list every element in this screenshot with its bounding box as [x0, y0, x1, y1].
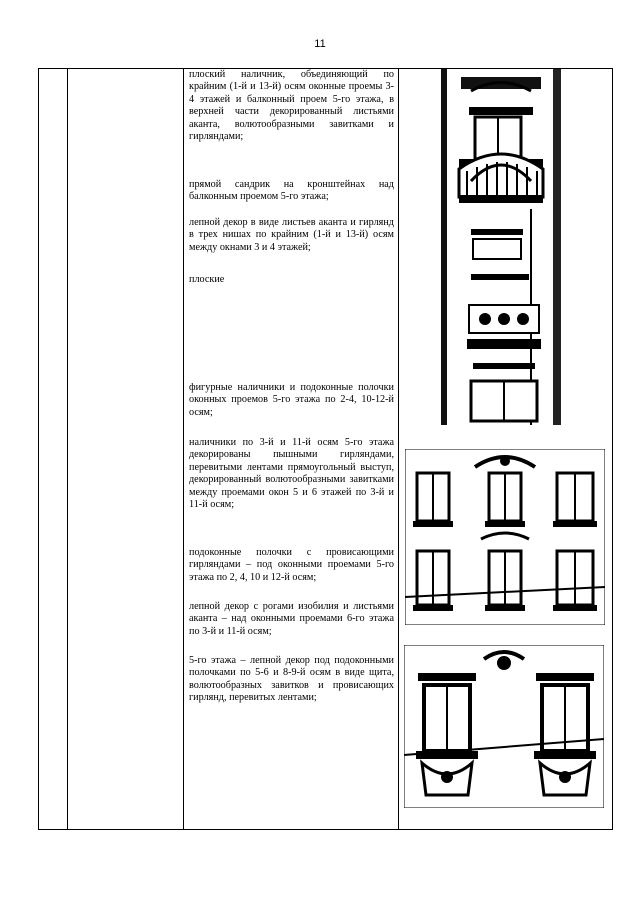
- paragraph-2: прямой сандрик на кронштейнах над балконным проемом 5-го этажа;: [189, 179, 394, 203]
- column-divider: [183, 69, 184, 829]
- facade-photo-windows: [405, 449, 605, 625]
- paragraph-1: плоский наличник, объединяющий по крайним (1-й и 13-й) осям оконные проемы 3-4 этажей и балконный проем 5-го этажа, в верхней части декорированный листьями аканта, волютообразными завитками и гирляндами;: [189, 69, 394, 143]
- paragraph-4: плоские: [189, 274, 225, 285]
- paragraph-6: наличники по 3-й и 11-й осям 5-го этажа декорированы пышными гирляндами, перевитыми лентами прямоугольный выступ, декорированный волютообразными завитками между проемами окон 5 и 6 этажей по 3-й и 11-й осям;: [189, 437, 394, 511]
- paragraph-5: фигурные наличники и подоконные полочки оконных проемов 5-го этажа по 2-4, 10-12-й осям;: [189, 382, 394, 418]
- paragraph-3: лепной декор в виде листьев аканта и гирлянд в трех нишах по крайним (1-й и 13-й) осям между окнами 3 и 4 этажей;: [189, 217, 394, 253]
- paragraph-9: 5-го этажа – лепной декор под подоконными полочками по 5-6 и 8-9-й осям в виде щита, волютообразных завитков и провисающих гирлянд, перевитых лентами;: [189, 655, 394, 704]
- page-number: 11: [314, 38, 326, 50]
- column-divider: [67, 69, 68, 829]
- paragraph-8: лепной декор с рогами изобилия и листьями аканта – над оконными проемами 6-го этажа по 3-й и 11-й осям;: [189, 601, 394, 637]
- column-divider: [398, 69, 399, 829]
- paragraph-7: подоконные полочки с провисающими гирляндами – под оконными проемами 5-го этажа по 2, 4, 10 и 12-й осям;: [189, 547, 394, 583]
- facade-photo-decor: [404, 645, 604, 808]
- facade-photo-balcony: [441, 69, 561, 425]
